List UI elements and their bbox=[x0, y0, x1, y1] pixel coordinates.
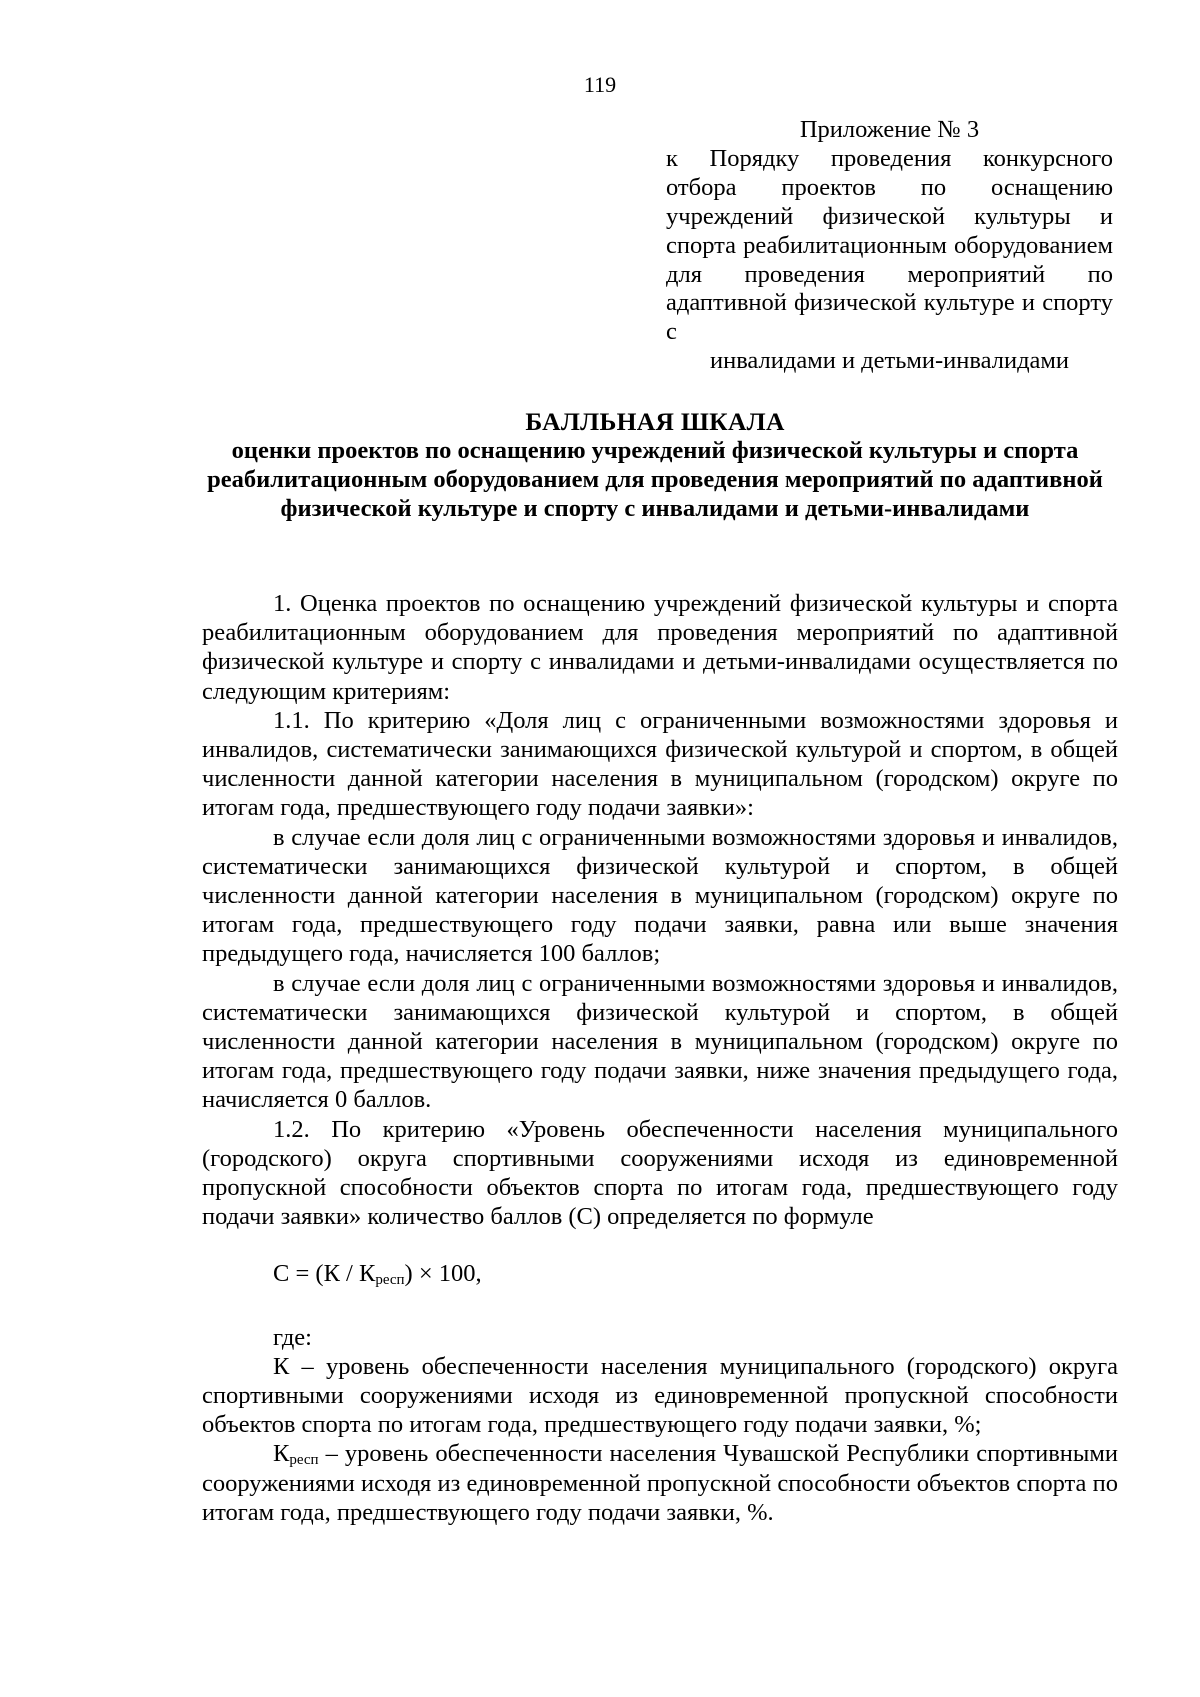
k-resp-text: – уровень обеспеченности населения Чувашской Республики спортивными сооружениями исходя из единовременной пропускной способности объектов спорта по итогам года, предшествующего году подачи заявки, %. bbox=[202, 1440, 1118, 1526]
k-resp-subscript: респ bbox=[289, 1452, 319, 1469]
definition-k-resp bbox=[202, 1439, 1118, 1527]
heading-subtitle: оценки проектов по оснащению учреждений физической культуры и спорта реабилитационным оборудованием для проведения мероприятий по адаптивной физической культуре и спорту с инвалидами и детьми-инвалидами bbox=[207, 437, 1103, 522]
formula bbox=[202, 1259, 1118, 1288]
k-resp-symbol: К bbox=[273, 1440, 290, 1468]
document-body bbox=[202, 589, 1118, 1527]
appendix-text: к Порядку проведения конкурсного отбора проектов по оснащению учреждений физической культуры и спорта реабилитационным оборудованием для проведения мероприятий по адаптивной физической культуре и спорту с bbox=[666, 144, 1113, 346]
paragraph-1-1: 1.1. По критерию «Доля лиц с ограниченными возможностями здоровья и инвалидов, систематически занимающихся физической культурой и спортом, в общей численности данной категории населения в муниципальном (городском) округе по итогам года, предшествующего году подачи заявки»: bbox=[202, 706, 1118, 822]
page-number: 119 bbox=[583, 72, 617, 97]
document-heading bbox=[190, 407, 1120, 523]
heading-title: БАЛЛЬНАЯ ШКАЛА bbox=[525, 407, 785, 436]
paragraph-1: 1. Оценка проектов по оснащению учреждений физической культуры и спорта реабилитационным оборудованием для проведения мероприятий по адаптивной физической культуре и спорту с инвалидами и детьми-инвалидами осуществляется по следующим критериям: bbox=[202, 590, 1118, 705]
appendix-header bbox=[666, 116, 1113, 376]
where-label: где: bbox=[273, 1323, 312, 1351]
definition-k: К – уровень обеспеченности населения муниципального (городского) округа спортивными сооружениями исходя из единовременной пропускной способности объектов спорта по итогам года, предшествующего году подачи заявки, %; bbox=[202, 1352, 1118, 1439]
appendix-last-line: инвалидами и детьми-инвалидами bbox=[709, 347, 1070, 375]
paragraph-1-1-a: в случае если доля лиц с ограниченными возможностями здоровья и инвалидов, систематически занимающихся физической культурой и спортом, в общей численности данной категории населения в муниципальном (городском) округе по итогам года, предшествующего году подачи заявки, равна или выше значения предыдущего года, начисляется 100 баллов; bbox=[202, 823, 1118, 968]
paragraph-1-2: 1.2. По критерию «Уровень обеспеченности населения муниципального (городского) округа спортивными сооружениями исходя из единовременной пропускной способности объектов спорта по итогам года, предшествующего году подачи заявки» количество баллов (С) определяется по формуле bbox=[202, 1115, 1118, 1231]
formula-right: ) × 100, bbox=[404, 1260, 482, 1288]
paragraph-1-1-b: в случае если доля лиц с ограниченными возможностями здоровья и инвалидов, систематически занимающихся физической культурой и спортом, в общей численности данной категории населения в муниципальном (городском) округе по итогам года, предшествующего году подачи заявки, ниже значения предыдущего года, начисляется 0 баллов. bbox=[202, 969, 1118, 1114]
appendix-title: Приложение № 3 bbox=[799, 116, 980, 143]
formula-left: С = (К / К bbox=[273, 1260, 376, 1288]
formula-subscript: респ bbox=[375, 1272, 405, 1289]
